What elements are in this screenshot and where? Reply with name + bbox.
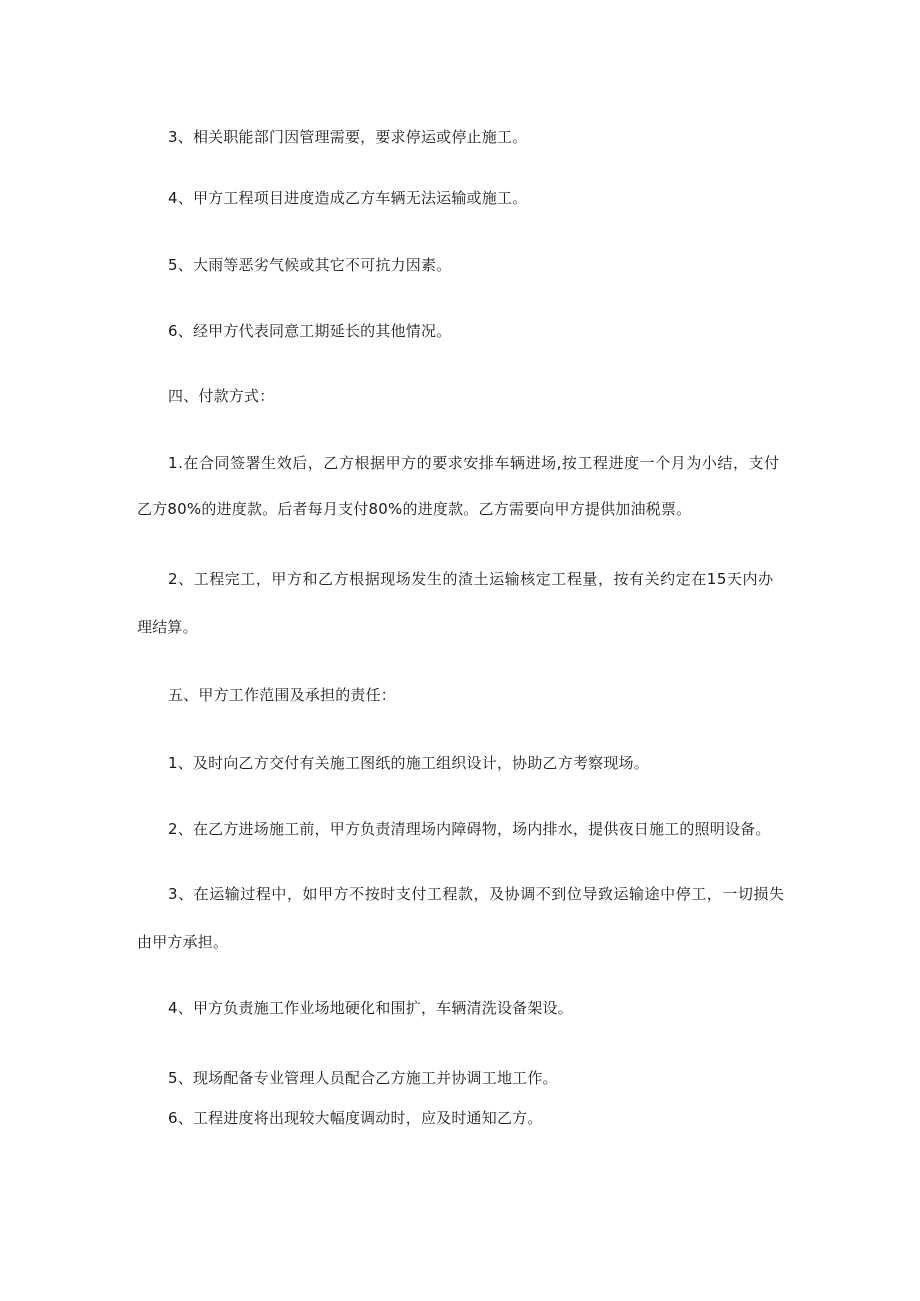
paragraph-item-3: 3、相关职能部门因管理需要，要求停运或停止施工。 [168, 128, 528, 146]
duty-clause-3-line-2: 由甲方承担。 [137, 933, 229, 951]
paragraph-item-6: 6、经甲方代表同意工期延长的其他情况。 [168, 322, 452, 340]
payment-clause-1-line-2: 乙方80%的进度款。后者每月支付80%的进度款。乙方需要向甲方提供加油税票。 [137, 500, 692, 518]
duty-clause-6: 6、工程进度将出现较大幅度调动时，应及时通知乙方。 [168, 1109, 543, 1127]
section-heading-party-a-duties: 五、甲方工作范围及承担的责任： [168, 686, 397, 704]
duty-clause-4: 4、甲方负责施工作业场地硬化和围扩，车辆清洗设备架设。 [168, 999, 573, 1017]
duty-clause-5: 5、现场配备专业管理人员配合乙方施工并协调工地工作。 [168, 1069, 558, 1087]
duty-clause-2: 2、在乙方进场施工前，甲方负责清理场内障碍物，场内排水，提供夜日施工的照明设备。 [168, 820, 771, 838]
duty-clause-1: 1、及时向乙方交付有关施工图纸的施工组织设计，协助乙方考察现场。 [168, 754, 649, 772]
paragraph-item-4: 4、甲方工程项目进度造成乙方车辆无法运输或施工。 [168, 189, 528, 207]
payment-clause-1-line-1: 1.在合同签署生效后，乙方根据甲方的要求安排车辆进场,按工程进度一个月为小结，支付 [168, 454, 780, 472]
payment-clause-2-line-1: 2、工程完工，甲方和乙方根据现场发生的渣土运输核定工程量，按有关约定在15天内办 [168, 570, 774, 588]
duty-clause-3-line-1: 3、在运输过程中，如甲方不按时支付工程款，及协调不到位导致运输途中停工，一切损失 [168, 885, 785, 903]
section-heading-payment: 四、付款方式： [168, 387, 275, 405]
payment-clause-2-line-2: 理结算。 [137, 618, 198, 636]
paragraph-item-5: 5、大雨等恶劣气候或其它不可抗力因素。 [168, 256, 452, 274]
